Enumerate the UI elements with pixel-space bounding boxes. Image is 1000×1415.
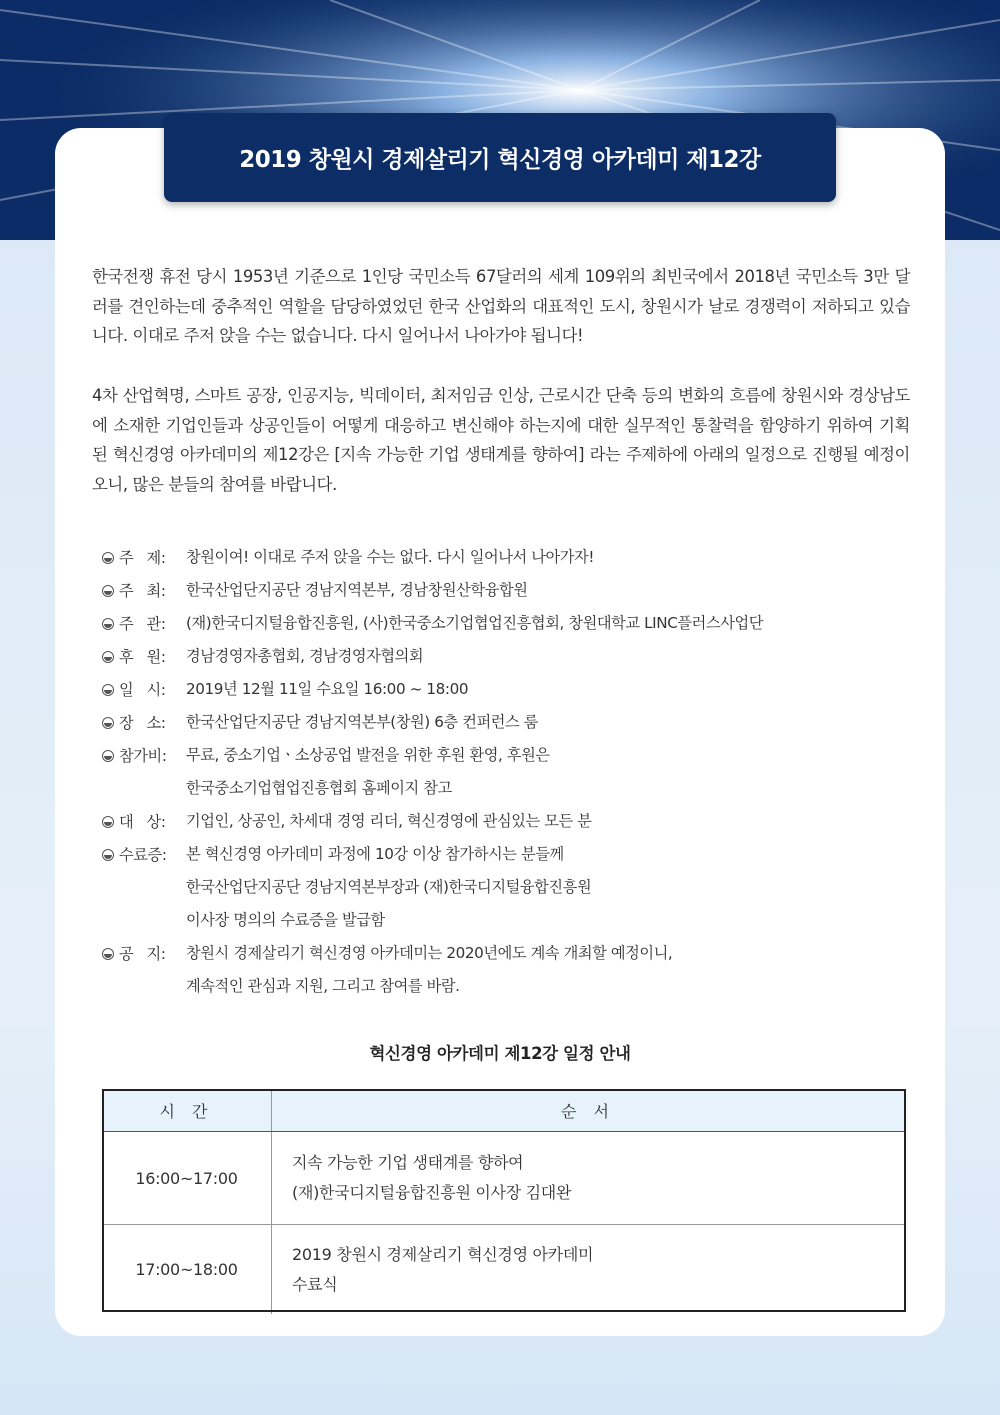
header-program: 순 서	[272, 1089, 905, 1132]
info-value: 무료, 중소기업ㆍ소상공업 발전을 위한 후원 환영, 후원은	[186, 746, 550, 764]
info-label: 참가비:	[119, 747, 167, 765]
info-item-certificate	[102, 838, 922, 937]
info-item-notice	[102, 937, 922, 1003]
row-program	[272, 1132, 905, 1225]
title-banner	[164, 113, 836, 202]
info-value: 이사장 명의의 수료증을 발급함	[186, 911, 385, 929]
circle-bullet-icon	[102, 651, 114, 663]
info-label: 일 시:	[119, 681, 166, 699]
info-value: 창원이여! 이대로 주저 앉을 수는 없다. 다시 일어나서 나아가자!	[186, 548, 595, 566]
row-time: 16:00~17:00	[102, 1132, 272, 1225]
table-row	[102, 1132, 904, 1225]
circle-bullet-icon	[102, 585, 114, 597]
info-item-topic	[102, 541, 922, 574]
program-line: (재)한국디지털융합진흥원 이사장 김대완	[292, 1183, 572, 1202]
info-value: 창원시 경제살리기 혁신경영 아카데미는 2020년에도 계속 개최할 예정이니,	[186, 944, 673, 962]
program-line: 수료식	[292, 1274, 338, 1294]
info-value: 계속적인 관심과 지원, 그리고 참여를 바람.	[186, 977, 460, 995]
info-item-audience	[102, 805, 922, 838]
row-time: 17:00~18:00	[102, 1225, 272, 1315]
intro-paragraph-2: 4차 산업혁명, 스마트 공장, 인공지능, 빅데이터, 최저임금 인상, 근로시간 단축 등의 변화의 흐름에 창원시와 경상남도에 소재한 기업인들과 상공인들이 어떻게 대응하고 변신해야 하는지에 대한 실무적인 통찰력을 함양하기 위하여 기획된 혁신경영 아카데미의 제12강은 [지속 가능한 기업 생태계를 향하여] 라는 주제하에 아래의 일정으로 진행될 예정이오니, 많은 분들의 참여를 바랍니다.	[92, 386, 910, 494]
info-label: 대 상:	[119, 813, 166, 831]
info-value: 한국중소기업협업진흥협회 홈페이지 참고	[186, 779, 452, 797]
info-value: (재)한국디지털융합진흥원, (사)한국중소기업협업진흥협회, 창원대학교 LINC플러스사업단	[186, 614, 764, 632]
info-item-datetime	[102, 673, 922, 706]
circle-bullet-icon	[102, 849, 114, 861]
info-item-host	[102, 574, 922, 607]
table-header-row	[102, 1089, 904, 1132]
info-label: 후 원:	[119, 648, 166, 666]
info-label: 수료증:	[119, 846, 167, 864]
schedule-title: 혁신경영 아카데미 제12강 일정 안내	[369, 1044, 631, 1063]
info-value: 한국산업단지공단 경남지역본부장과 (재)한국디지털융합진흥원	[186, 878, 592, 896]
circle-bullet-icon	[102, 750, 114, 762]
circle-bullet-icon	[102, 618, 114, 630]
info-label: 주 최:	[119, 582, 166, 600]
row-program	[272, 1225, 905, 1315]
circle-bullet-icon	[102, 717, 114, 729]
program-line: 지속 가능한 기업 생태계를 향하여	[292, 1153, 524, 1172]
program-line: 2019 창원시 경제살리기 혁신경영 아카데미	[292, 1244, 594, 1264]
info-label: 장 소:	[119, 714, 166, 732]
circle-bullet-icon	[102, 684, 114, 696]
table-row	[102, 1225, 904, 1315]
info-item-organizer	[102, 607, 922, 640]
schedule-table	[102, 1089, 904, 1314]
circle-bullet-icon	[102, 948, 114, 960]
info-label: 공 지:	[119, 945, 166, 963]
page-title: 2019 창원시 경제살리기 혁신경영 아카데미 제12강	[239, 147, 761, 173]
info-value: 기업인, 상공인, 차세대 경영 리더, 혁신경영에 관심있는 모든 분	[186, 812, 592, 830]
circle-bullet-icon	[102, 552, 114, 564]
header-time: 시 간	[102, 1089, 272, 1132]
info-label: 주 제:	[119, 549, 166, 567]
info-value: 경남경영자총협회, 경남경영자협의회	[186, 647, 424, 665]
info-value: 본 혁신경영 아카데미 과정에 10강 이상 참가하시는 분들께	[186, 845, 564, 863]
info-item-sponsor	[102, 640, 922, 673]
info-value: 2019년 12월 11일 수요일 16:00 ~ 18:00	[186, 680, 469, 698]
info-value: 한국산업단지공단 경남지역본부, 경남창원산학융합원	[186, 581, 528, 599]
info-label: 주 관:	[119, 615, 166, 633]
info-value: 한국산업단지공단 경남지역본부(창원) 6층 컨퍼런스 룸	[186, 713, 538, 731]
circle-bullet-icon	[102, 816, 114, 828]
info-item-venue	[102, 706, 922, 739]
intro-paragraph-1: 한국전쟁 휴전 당시 1953년 기준으로 1인당 국민소득 67달러의 세계 109위의 최빈국에서 2018년 국민소득 3만 달러를 견인하는데 중추적인 역할을 담당하였었던 한국 산업화의 대표적인 도시, 창원시가 날로 경쟁력이 저하되고 있습니다. 이대로 주저 앉을 수는 없습니다. 다시 일어나서 나아가야 됩니다!	[92, 267, 910, 345]
event-info-list	[102, 541, 922, 1003]
info-item-fee	[102, 739, 922, 805]
